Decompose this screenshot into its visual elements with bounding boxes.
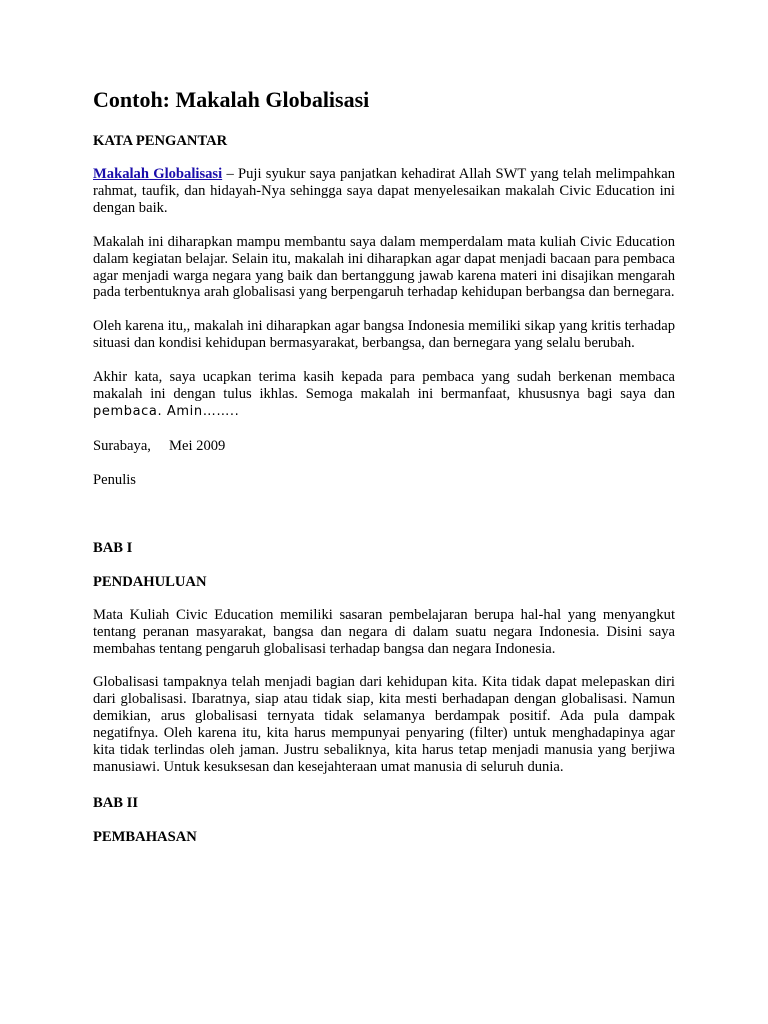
kata-pengantar-paragraph-1 bbox=[93, 166, 675, 217]
city: Surabaya, bbox=[93, 437, 151, 454]
pendahuluan-heading: PENDAHULUAN bbox=[93, 573, 207, 590]
document-title: Contoh: Makalah Globalisasi bbox=[93, 87, 370, 112]
paragraph-4-text: Akhir kata, saya ucapkan terima kasih kepada para pembaca yang sudah berkenan membaca makalah ini dengan tulus ikhlas. Semoga makalah ini bermanfaat, khususnya bagi saya dan bbox=[93, 369, 675, 403]
paragraph-4-closing: pembaca. Amin…….. bbox=[93, 403, 240, 419]
signature-author: Penulis bbox=[93, 471, 136, 488]
bab-1-heading: BAB I bbox=[93, 539, 133, 556]
makalah-globalisasi-link[interactable]: Makalah Globalisasi bbox=[93, 166, 223, 182]
kata-pengantar-heading: KATA PENGANTAR bbox=[93, 133, 228, 149]
pendahuluan-paragraph-2: Globalisasi tampaknya telah menjadi bagian dari kehidupan kita. Kita tidak dapat melepaskan diri dari globalisasi. Ibaratnya, siap atau tidak siap, kita mesti berhadapan dengan globalisasi. Namun demikian, arus globalisasi ternyata tidak selamanya berdampak positif. Ada pula dampak negatifnya. Oleh karena itu, kita harus mempunyai penyaring (filter) untuk menghadapinya agar kita tidak terlindas oleh jaman. Justru sebaliknya, kita harus tetap menjadi manusia yang berjiwa manusiawi. Untuk kesuksesan dan kesejahteraan umat manusia di seluruh dunia. bbox=[93, 674, 675, 775]
kata-pengantar-paragraph-3: Oleh karena itu,, makalah ini diharapkan agar bangsa Indonesia memiliki sikap yang kritis terhadap situasi dan kondisi kehidupan bermasyarakat, berbangsa, dan bernegara yang selalu berubah. bbox=[93, 318, 675, 352]
paragraph-1-text: – Puji syukur saya panjatkan kehadirat Allah SWT yang telah melimpahkan rahmat, taufik, dan hidayah-Nya sehingga saya dapat menyelesaikan makalah Civic Education ini dengan baik. bbox=[93, 166, 675, 216]
pendahuluan-paragraph-1: Mata Kuliah Civic Education memiliki sasaran pembelajaran berupa hal-hal yang menyangkut tentang peranan masyarakat, bangsa dan negara di dalam suatu negara Indonesia. Disini saya membahas tentang pengaruh globalisasi terhadap bangsa dan negara Indonesia. bbox=[93, 606, 675, 657]
kata-pengantar-paragraph-4 bbox=[93, 369, 675, 421]
bab-2-heading: BAB II bbox=[93, 794, 139, 811]
kata-pengantar-paragraph-2: Makalah ini diharapkan mampu membantu saya dalam memperdalam mata kuliah Civic Education dalam kegiatan belajar. Selain itu, makalah ini diharapkan agar dapat menjadi bacaan para pembaca agar menjadi warga negara yang baik dan bertanggung jawab karena materi ini disajikan mengarah pada terbentuknya arah globalisasi yang berpengaruh terhadap kehidupan berbangsa dan bernegara. bbox=[93, 233, 675, 301]
date: Mei 2009 bbox=[169, 437, 226, 454]
document-page bbox=[93, 86, 675, 846]
signature-date-line bbox=[93, 438, 675, 455]
pembahasan-heading: PEMBAHASAN bbox=[93, 828, 197, 845]
